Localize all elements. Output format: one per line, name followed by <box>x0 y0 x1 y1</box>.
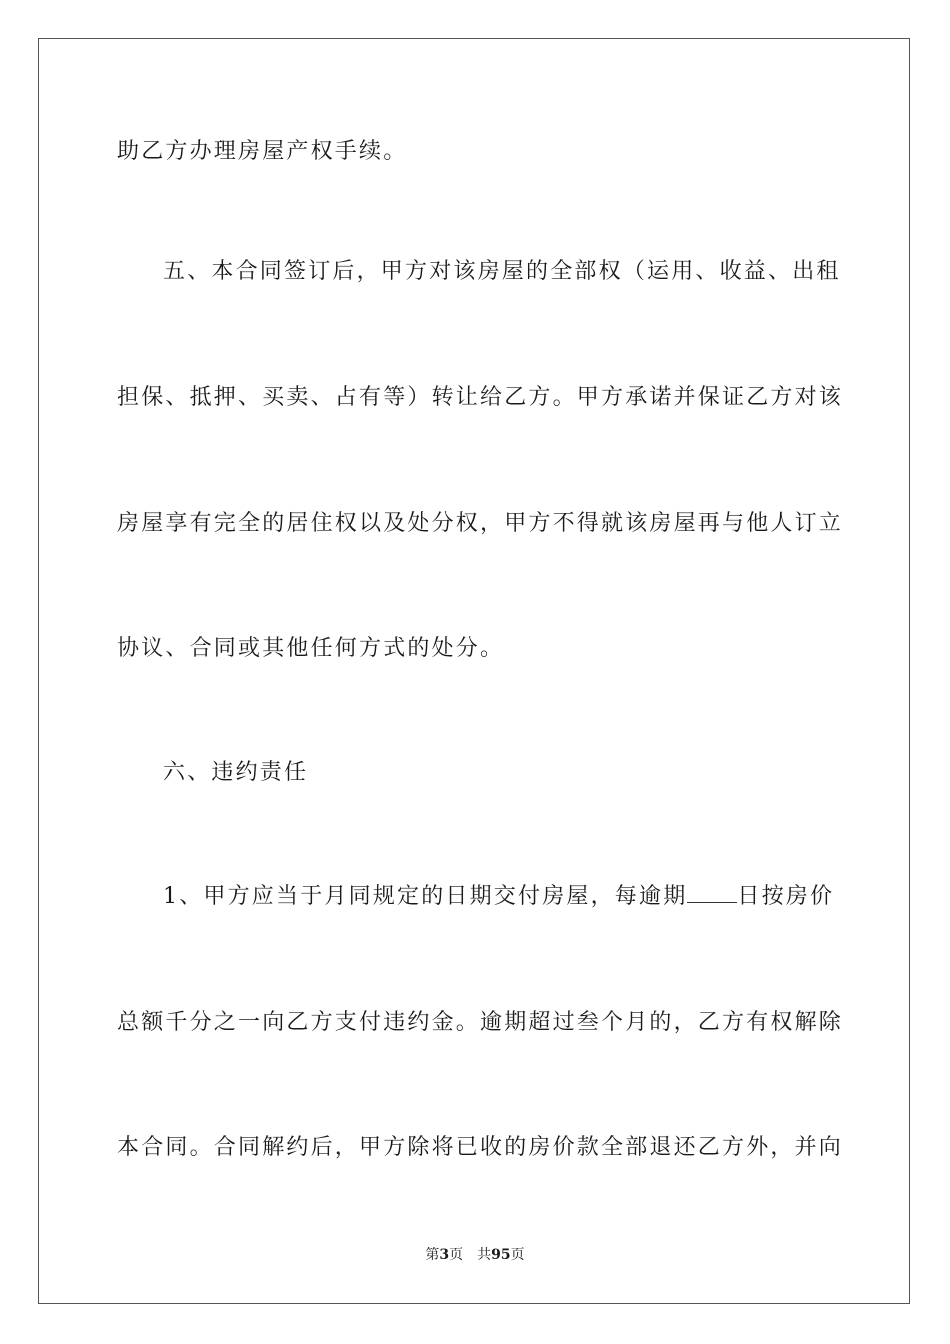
paragraph-line-2: 五、本合同签订后，甲方对该房屋的全部权（运用、收益、出租 <box>163 259 841 284</box>
paragraph-line-5: 协议、合同或其他任何方式的处分。 <box>117 636 505 661</box>
fill-in-blank <box>687 882 737 903</box>
paragraph-line-8: 本合同。合同解约后，甲方除将已收的房价款全部退还乙方外，并向 <box>117 1135 844 1160</box>
footer-total-suffix: 页 <box>510 1247 525 1263</box>
clause-1-text-after: 日按房价 <box>737 884 835 909</box>
paragraph-line-1: 助乙方办理房屋产权手续。 <box>117 139 408 164</box>
paragraph-line-4: 房屋享有完全的居住权以及处分权，甲方不得就该房屋再与他人订立 <box>117 511 844 536</box>
page-frame <box>38 38 910 1304</box>
footer-page-suffix: 页 <box>449 1247 464 1263</box>
page-footer <box>0 1246 950 1264</box>
footer-total-prefix: 共 <box>477 1247 492 1263</box>
paragraph-line-7: 总额千分之一向乙方支付违约金。逾期超过叁个月的，乙方有权解除 <box>117 1010 844 1035</box>
footer-page-number: 3 <box>439 1247 450 1263</box>
paragraph-line-3: 担保、抵押、买卖、占有等）转让给乙方。甲方承诺并保证乙方对该 <box>117 385 844 410</box>
footer-page-prefix: 第 <box>425 1247 440 1263</box>
section-heading-breach: 六、违约责任 <box>163 760 309 785</box>
footer-total-pages: 95 <box>491 1247 511 1263</box>
clause-1-text-before: 1、甲方应当于月同规定的日期交付房屋，每逾期 <box>163 884 688 909</box>
clause-1-line <box>163 882 833 912</box>
